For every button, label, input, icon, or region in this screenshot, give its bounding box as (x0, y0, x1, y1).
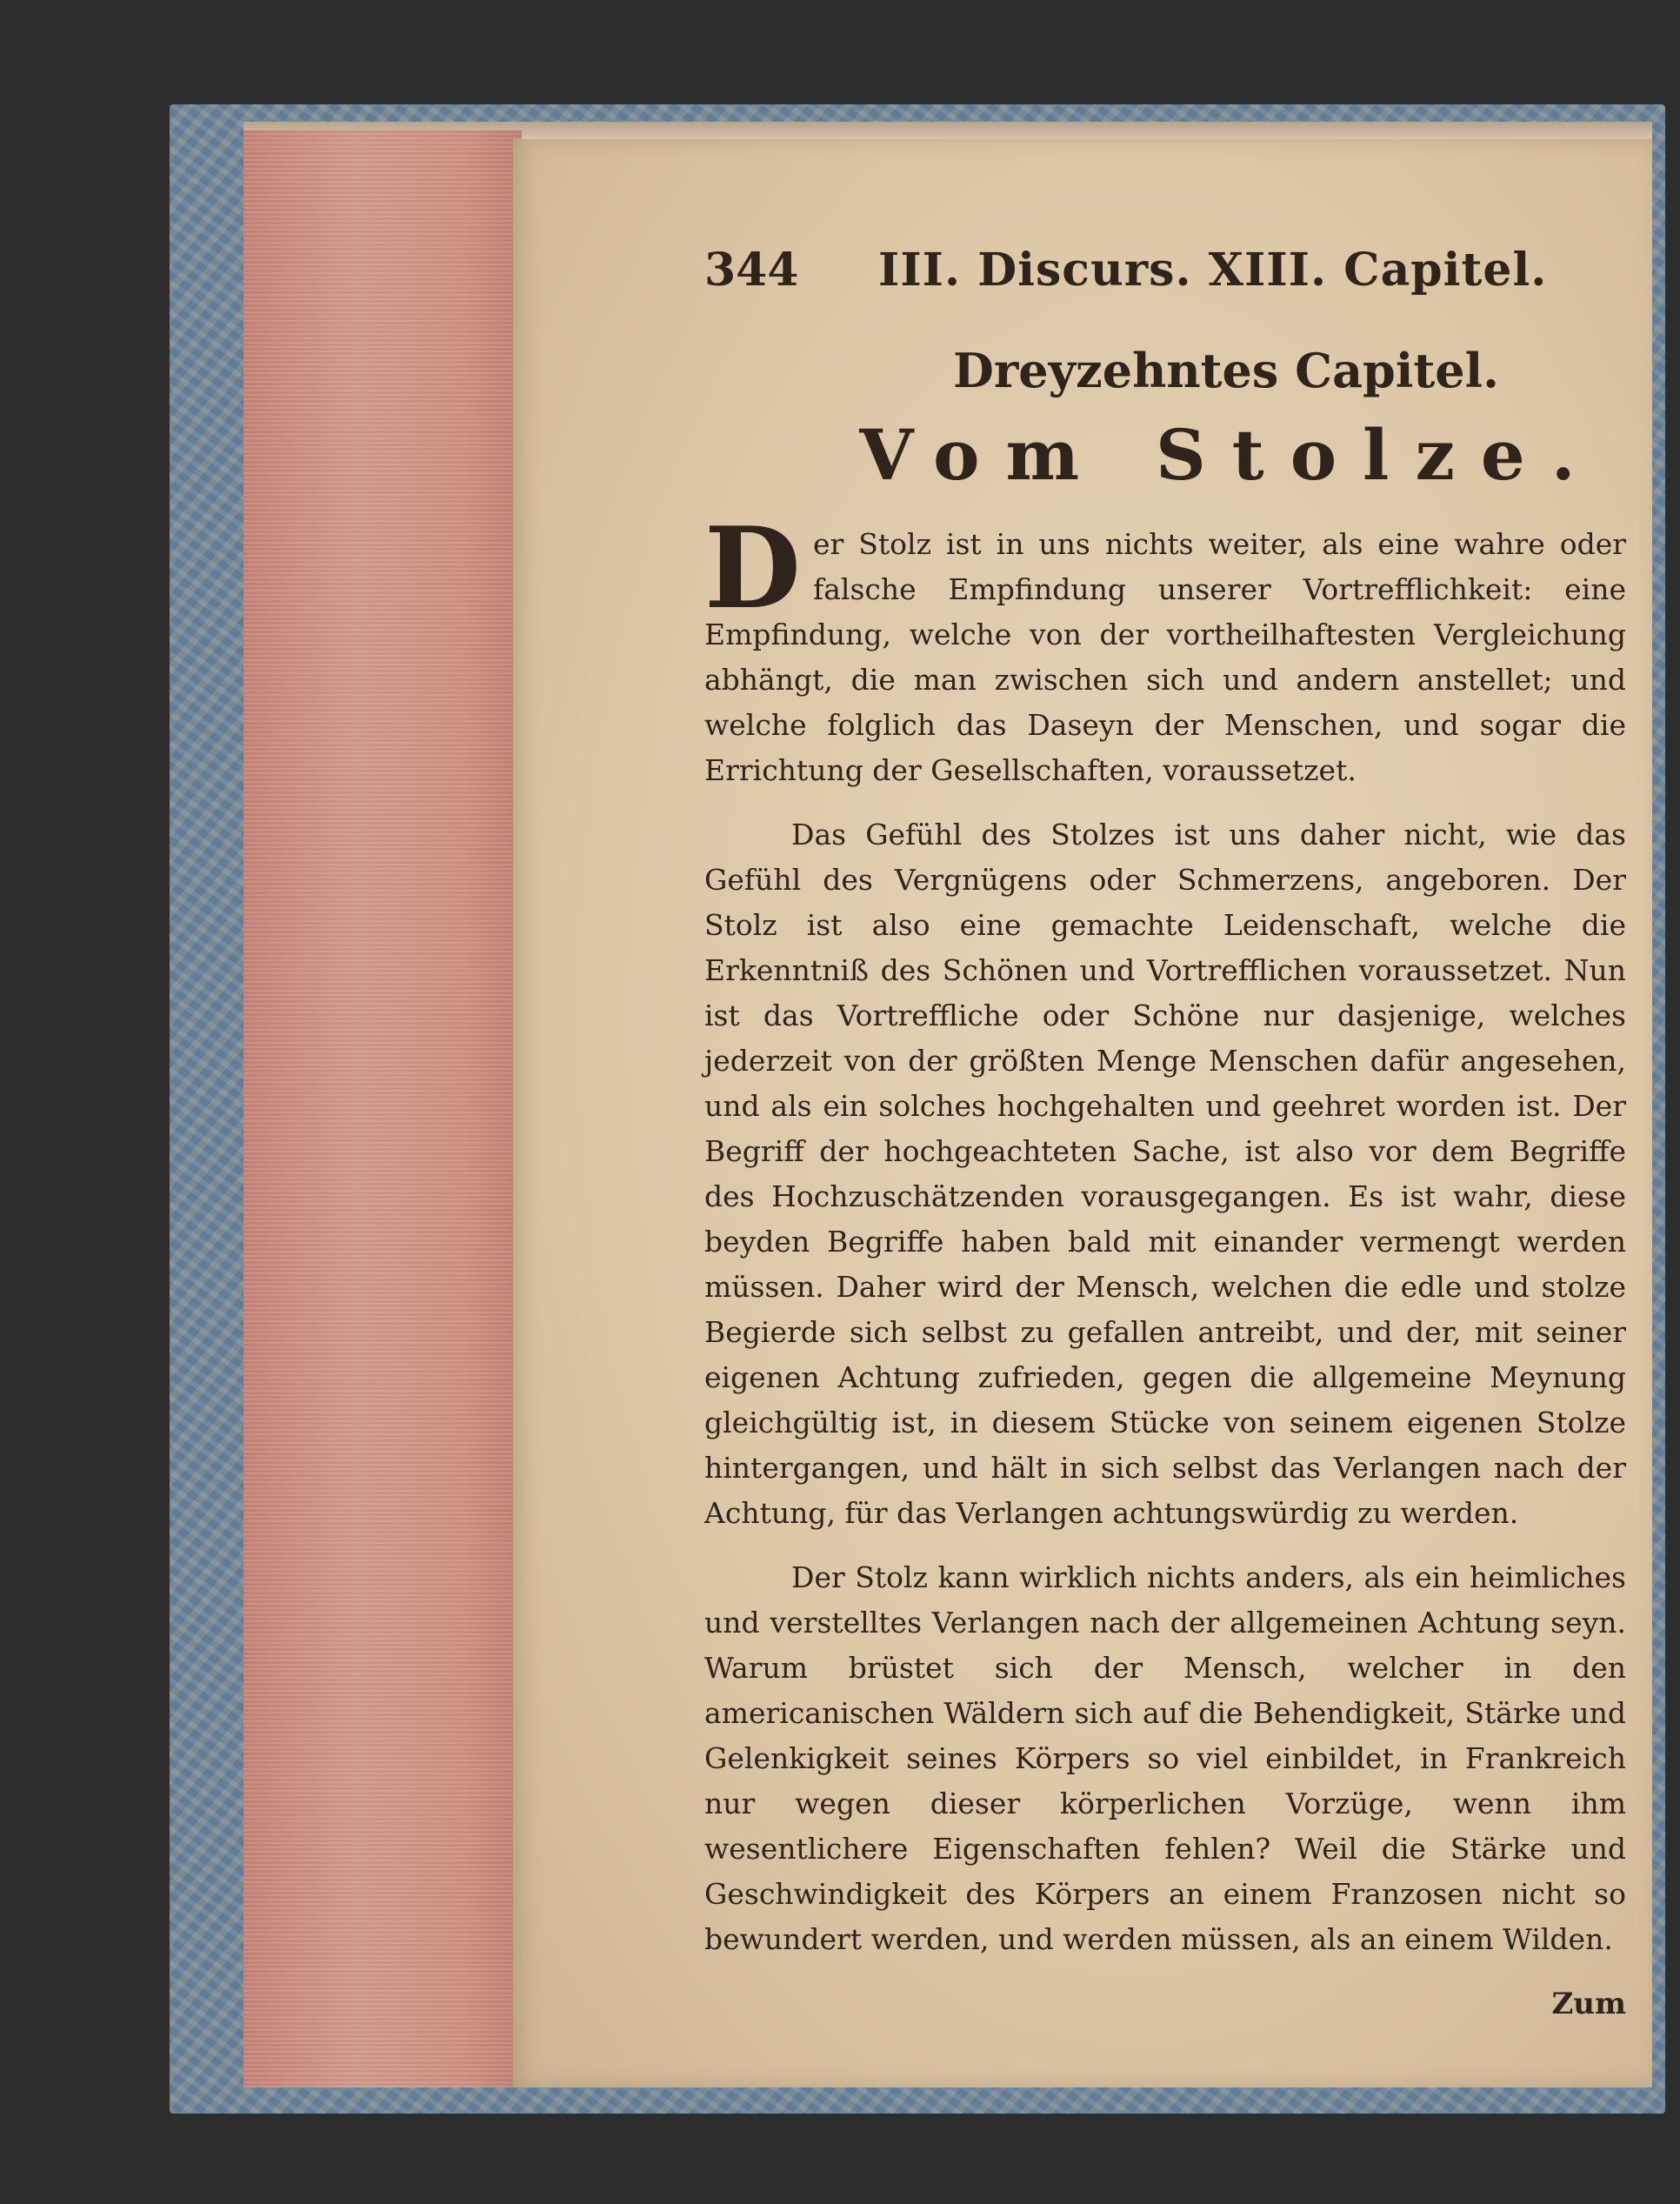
red-stained-page-edges (243, 130, 522, 2087)
body-text (704, 504, 1626, 2027)
paragraph-1 (704, 504, 1626, 793)
running-head (704, 244, 1626, 304)
paragraph-2: Das Gefühl des Stolzes ist uns daher nicht, wie das Gefühl des Vergnügens oder Schmerzens, angeboren. Der Stolz ist also eine gemachte Leidenschaft, welche die Erkenntniß des Schönen und Vortrefflichen voraussetzet. Nun ist das Vortreffliche oder Schöne nur dasjenige, welches jederzeit von der größten Menge Menschen dafür angesehen, und als ein solches hochgehalten und geehret worden ist. Der Begriff der hochgeachteten Sache, ist also vor dem Begriffe des Hochzuschätzenden vorausgegangen. Es ist wahr, diese beyden Begriffe haben bald mit einander vermengt werden müssen. Daher wird der Mensch, welchen die edle und stolze Begierde sich selbst zu gefallen antreibt, und der, mit seiner eigenen Achtung zufrieden, gegen die allgemeine Meynung gleichgültig ist, in diesem Stücke von seinem eigenen Stolze hintergangen, und hält in sich selbst das Verlangen nach der Achtung, für das Verlangen achtungswürdig zu werden. (704, 818, 1626, 1530)
chapter-subtitle: Vom Stolze. (859, 414, 1602, 496)
catchword: Zum (1551, 1987, 1626, 2021)
page-text-block (704, 244, 1626, 2027)
page-number: 344 (704, 244, 799, 297)
chapter-title: Dreyzehntes Capitel. (953, 343, 1499, 398)
paragraph-1-text: er Stolz ist in uns nichts weiter, als eine wahre oder falsche Empfindung unserer Vortrefflichkeit: eine Empfindung, welche von der vortheilhaftesten Vergleichung abhängt, die man zwischen sich und andern anstellet; und welche folglich das Daseyn der Menschen, und sogar die Errichtung der Gesellschaften, voraussetzet. (704, 527, 1626, 787)
running-title: III. Discurs. XIII. Capitel. (878, 244, 1548, 297)
paragraph-3: Der Stolz kann wirklich nichts anders, als ein heimliches und verstelltes Verlangen nach der allgemeinen Achtung seyn. Warum brüstet sich der Mensch, welcher in den americanischen Wäldern sich auf die Behendigkeit, Stärke und Gelenkigkeit seines Körpers so viel einbildet, in Frankreich nur wegen dieser körperlichen Vorzüge, wenn ihm wesentlichere Eigenschaften fehlen? Weil die Stärke und Geschwindigkeit des Körpers an einem Franzosen nicht so bewundert werden, und werden müssen, als an einem Wilden. (704, 1560, 1626, 1956)
drop-cap: D (704, 504, 801, 634)
